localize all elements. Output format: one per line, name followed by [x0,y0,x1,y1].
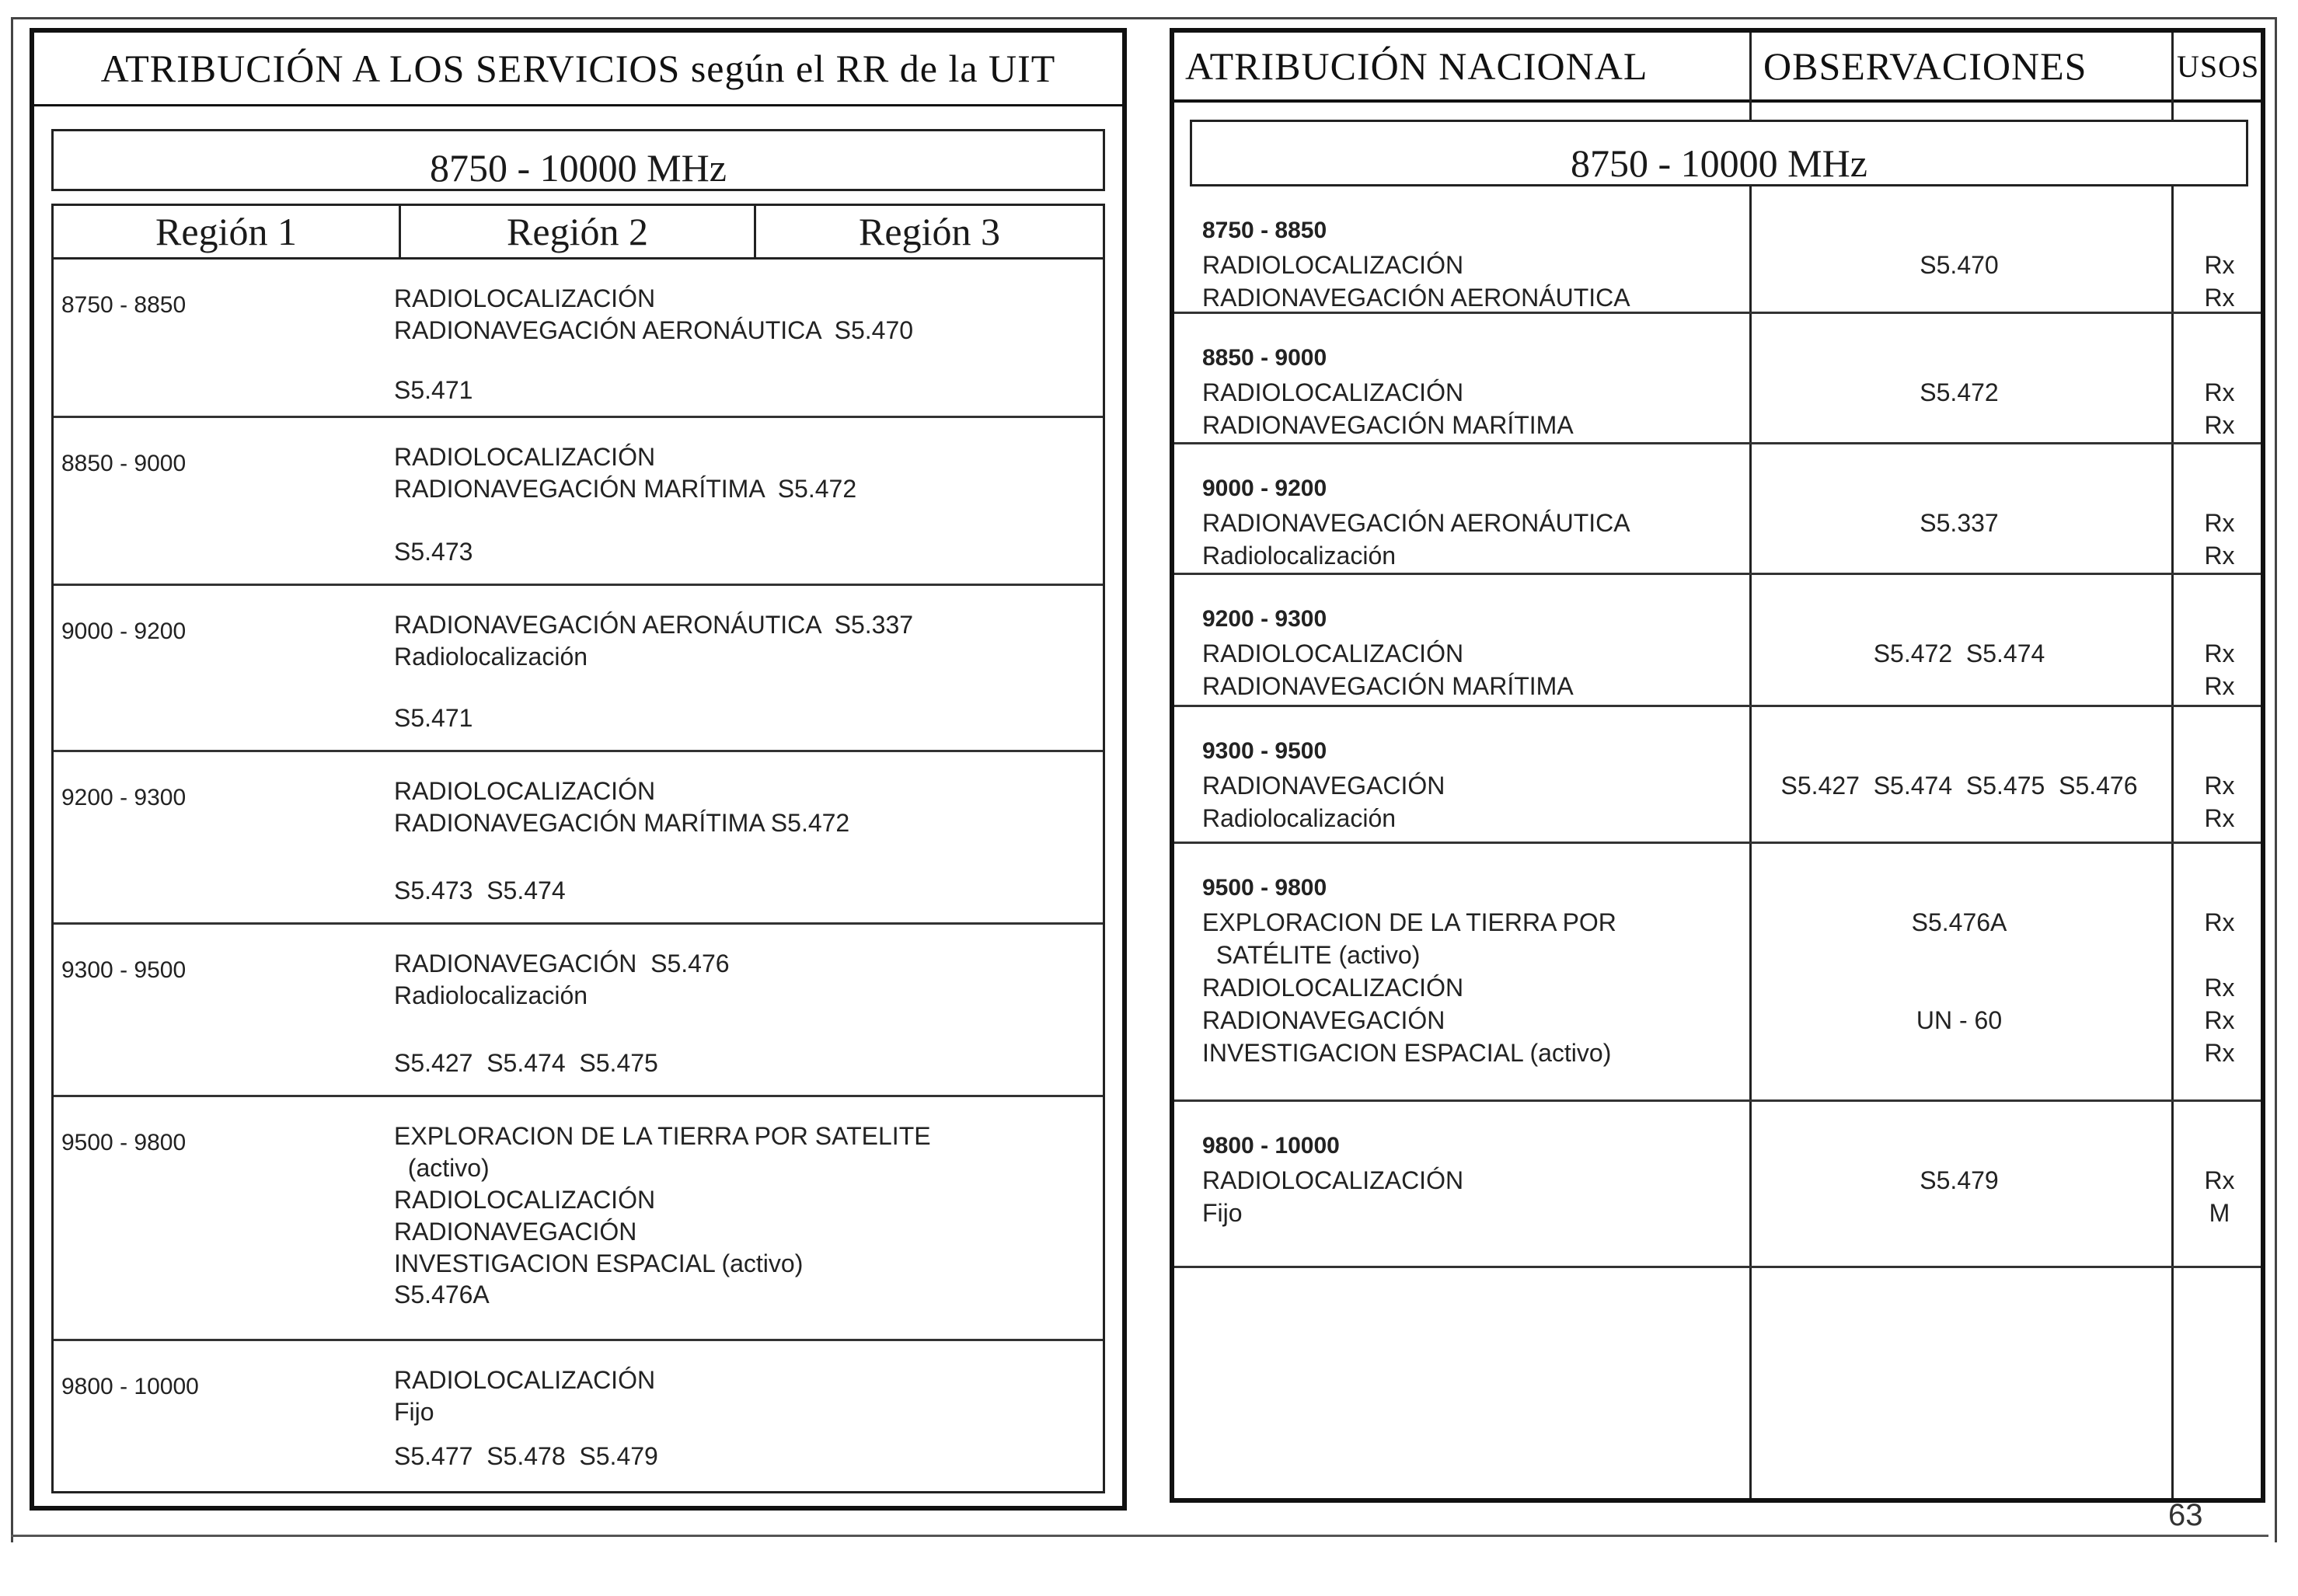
use-code: Rx [2204,1006,2235,1034]
table-row [54,586,1103,752]
use-code: Rx [2204,908,2235,936]
use-code: Rx [2204,378,2235,406]
frequency-range: 9000 - 9200 [61,619,187,644]
observation-line: S5.337 [1920,509,1999,537]
service-line: EXPLORACION DE LA TIERRA POR [1202,908,1616,936]
service-line: RADIOLOCALIZACIÓN [1202,1166,1464,1194]
service-line: RADIOLOCALIZACIÓN [1202,639,1464,667]
region-3-header: Región 3 [859,210,1000,253]
uses-cell [2177,906,2262,1069]
service-line: Fijo [1202,1199,1243,1227]
itu-allocation-table [51,260,1105,1493]
service-list [1202,376,1574,441]
uses-cell [2177,1164,2262,1229]
national-header-row [1174,33,2261,103]
use-code: M [2209,1199,2230,1227]
itu-band-box [51,129,1105,191]
use-code: Rx [2204,251,2235,279]
national-allocation-header: ATRIBUCIÓN NACIONAL [1185,44,1648,88]
use-code [2177,939,2262,971]
footnote-references: S5.473 S5.474 [394,876,566,904]
observation-line: S5.472 [1920,378,1999,406]
observation-line: UN - 60 [1916,1006,2003,1034]
table-row [54,418,1103,586]
service-list [394,775,849,839]
frequency-range: 9500 - 9800 [61,1130,187,1155]
itu-allocation-title: ATRIBUCIÓN A LOS SERVICIOS según el RR de la UIT [34,33,1122,106]
service-list [1202,249,1630,314]
itu-band-label: 8750 - 10000 MHz [430,146,727,190]
observation-line: S5.427 S5.474 S5.475 S5.476 [1780,772,2138,800]
uses-cell [2177,507,2262,572]
table-row [54,1341,1103,1493]
use-code: Rx [2204,411,2235,439]
service-list [1202,906,1616,1069]
frequency-range: 9200 - 9300 [61,785,187,810]
service-line: EXPLORACION DE LA TIERRA POR SATELITE [394,1122,931,1150]
use-code: Rx [2204,284,2235,312]
observation-line [1749,971,2169,1004]
table-row [54,260,1103,418]
footnote-references: S5.477 S5.478 S5.479 [394,1442,658,1470]
use-code: Rx [2204,1166,2235,1194]
national-band-box [1190,120,2248,186]
service-line: SATÉLITE (activo) [1202,941,1421,969]
service-line: RADIOLOCALIZACIÓN [394,443,656,471]
use-code: Rx [2204,509,2235,537]
table-row [1174,444,2261,575]
service-line: RADIONAVEGACIÓN [1202,772,1445,800]
uses-header: USOS [2177,48,2260,84]
use-code: Rx [2204,639,2235,667]
frequency-range: 9800 - 10000 [1202,1133,1340,1159]
service-list [394,441,856,505]
observations-cell [1749,1164,2169,1197]
service-list [1202,769,1445,835]
service-list [394,1120,931,1280]
observation-line: S5.472 S5.474 [1873,639,2045,667]
table-row [1174,844,2261,1102]
service-line: RADIOLOCALIZACIÓN [394,777,656,805]
frequency-range: 8850 - 9000 [61,451,187,476]
service-list [394,948,730,1012]
service-list [1202,637,1574,702]
observation-line: S5.479 [1920,1166,1999,1194]
national-band-label: 8750 - 10000 MHz [1571,141,1867,185]
region-2-header: Región 2 [401,206,756,257]
service-list [394,609,913,673]
service-line: RADIONAVEGACIÓN MARÍTIMA [1202,672,1574,700]
service-line: RADIONAVEGACIÓN [394,1218,637,1246]
observation-line [1749,939,2169,971]
table-row [1174,314,2261,444]
service-line: INVESTIGACION ESPACIAL (activo) [394,1249,804,1277]
service-line: RADIONAVEGACIÓN AERONÁUTICA S5.337 [394,611,914,639]
itu-allocation-panel [30,28,1127,1511]
service-line: RADIOLOCALIZACIÓN [394,1186,656,1214]
use-code: Rx [2204,672,2235,700]
table-row [54,925,1103,1097]
table-row [1174,1102,2261,1268]
observation-line: S5.476A [1911,908,2007,936]
service-line: RADIONAVEGACIÓN MARÍTIMA S5.472 [394,809,850,837]
service-line: RADIONAVEGACIÓN S5.476 [394,950,730,977]
use-code: Rx [2204,974,2235,1002]
observations-cell [1749,769,2169,802]
service-line: Radiolocalización [394,643,588,671]
service-line: RADIONAVEGACIÓN AERONÁUTICA [1202,509,1630,537]
table-row [1174,186,2261,314]
service-line: RADIONAVEGACIÓN MARÍTIMA S5.472 [394,475,857,503]
uses-cell [2177,376,2262,441]
service-line: RADIONAVEGACIÓN [1202,1006,1445,1034]
service-line: RADIONAVEGACIÓN AERONÁUTICA S5.470 [394,316,914,344]
service-line: Radiolocalización [1202,542,1397,570]
service-line: RADIONAVEGACIÓN MARÍTIMA [1202,411,1574,439]
frequency-range: 9000 - 9200 [1202,476,1327,501]
table-row [1174,707,2261,844]
service-line: RADIOLOCALIZACIÓN [1202,974,1464,1002]
frequency-range: 9300 - 9500 [1202,738,1327,764]
frequency-range: 9500 - 9800 [1202,875,1327,901]
service-list [394,1364,655,1428]
uses-cell [2177,637,2262,702]
frequency-range: 8750 - 8850 [1202,218,1327,243]
observations-header: OBSERVACIONES [1763,44,2087,88]
page-number: 63 [2168,1498,2203,1532]
footnote-references: S5.471 [394,704,473,732]
table-row [54,1097,1103,1341]
frequency-range: 9800 - 10000 [61,1374,199,1399]
observations-cell [1749,249,2169,281]
service-line: Fijo [394,1398,434,1426]
use-code: Rx [2204,804,2235,832]
frequency-range: 9200 - 9300 [1202,606,1327,632]
use-code: Rx [2204,1039,2235,1067]
footnote-references: S5.471 [394,376,473,404]
service-line: Radiolocalización [1202,804,1397,832]
observations-cell [1749,507,2169,539]
service-list [1202,507,1630,572]
service-line: RADIOLOCALIZACIÓN [1202,251,1464,279]
footnote-references: S5.427 S5.474 S5.475 [394,1049,658,1077]
footnote-references: S5.473 [394,538,473,566]
service-line: RADIONAVEGACIÓN AERONÁUTICA [1202,284,1630,312]
service-line: (activo) [394,1154,490,1182]
national-allocation-panel [1170,28,2265,1503]
observations-cell [1749,376,2169,409]
observations-cell [1749,637,2169,670]
table-row [1174,575,2261,707]
region-1-header: Región 1 [54,206,401,257]
use-code: Rx [2204,542,2235,570]
uses-cell [2177,249,2262,314]
service-line: Radiolocalización [394,981,588,1009]
service-list [1202,1164,1463,1229]
frequency-range: 9300 - 9500 [61,957,187,983]
table-row [54,752,1103,925]
page-bottom-rule [11,1535,2268,1537]
frequency-range: 8850 - 9000 [1202,345,1327,371]
footnote-references: S5.476A [394,1281,490,1309]
service-line: RADIOLOCALIZACIÓN [1202,378,1464,406]
frequency-range: 8750 - 8850 [61,292,187,318]
service-line: RADIOLOCALIZACIÓN [394,1366,656,1394]
service-list [394,283,913,347]
service-line: RADIOLOCALIZACIÓN [394,284,656,312]
service-line: INVESTIGACION ESPACIAL (activo) [1202,1039,1612,1067]
observation-line: S5.470 [1920,251,1999,279]
region-header-row [51,204,1105,260]
uses-cell [2177,769,2262,835]
observations-cell [1749,906,2169,1037]
use-code: Rx [2204,772,2235,800]
